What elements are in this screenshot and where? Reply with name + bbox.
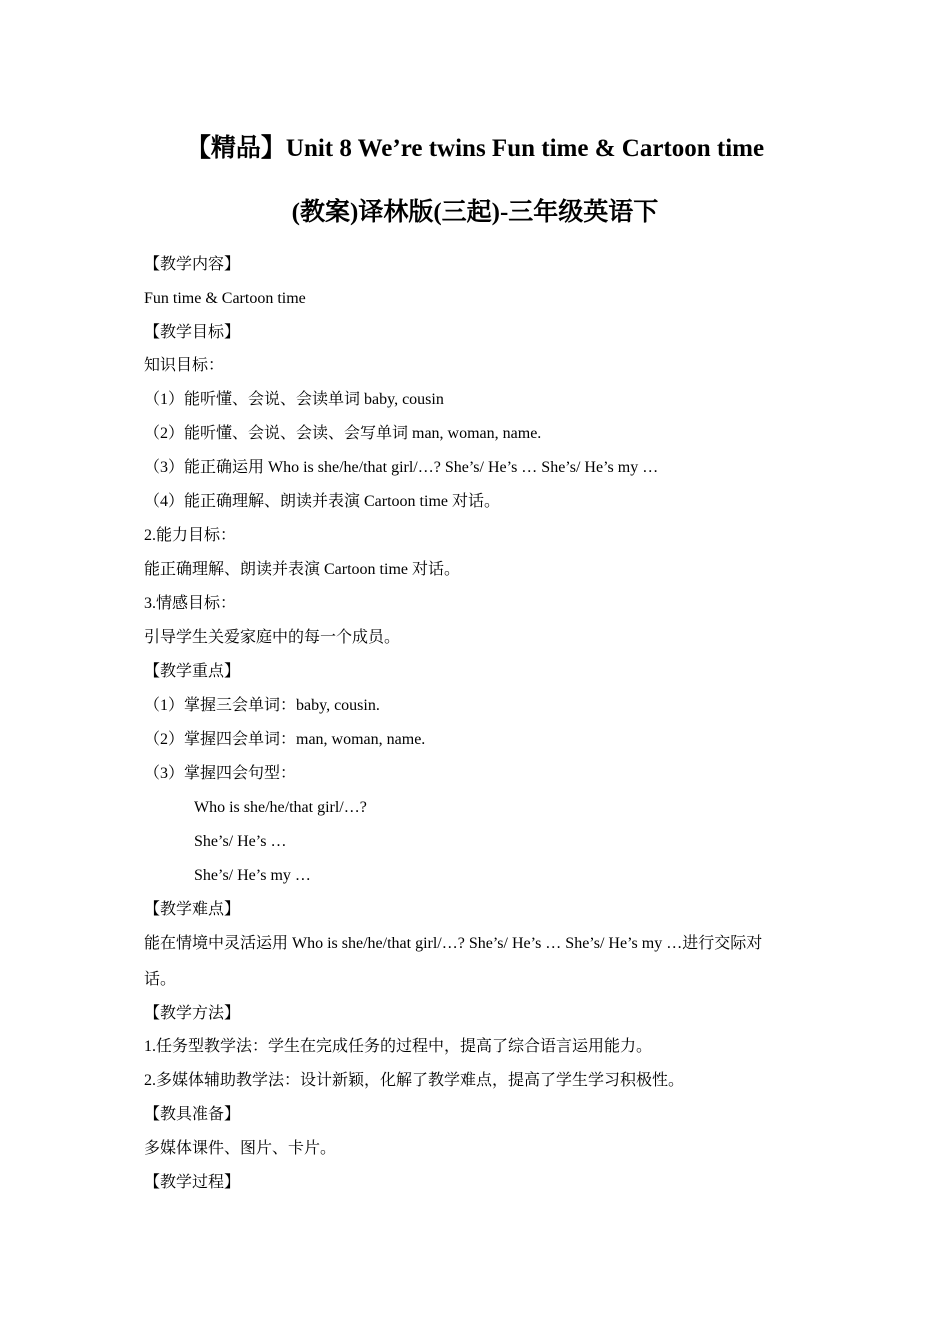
section-heading-teaching-goals: 【教学目标】 — [144, 324, 241, 341]
sentence-pattern: She’s/ He’s my … — [194, 867, 311, 884]
sentence-pattern: Who is she/he/that girl/…? — [194, 799, 367, 816]
paragraph: 2.多媒体辅助教学法：设计新颖，化解了教学难点，提高了学生学习积极性。 — [144, 1072, 685, 1089]
document-title-line-1: 【精品】Unit 8 We’re twins Fun time & Cartoon time — [185, 135, 765, 162]
document-title-line-2: (教案)译林版(三起)-三年级英语下 — [291, 199, 659, 226]
paragraph: 知识目标： — [144, 357, 225, 374]
paragraph: 1.任务型教学法：学生在完成任务的过程中，提高了综合语言运用能力。 — [144, 1038, 653, 1055]
paragraph: 多媒体课件、图片、卡片。 — [144, 1140, 337, 1157]
list-item: （2）掌握四会单词：man, woman, name. — [144, 731, 426, 748]
list-item: （1）掌握三会单词：baby, cousin. — [144, 697, 380, 714]
paragraph: 引导学生关爱家庭中的每一个成员。 — [144, 629, 401, 646]
paragraph: 话。 — [144, 971, 177, 988]
section-heading-procedure: 【教学过程】 — [144, 1174, 241, 1191]
list-item: （3）掌握四会句型： — [144, 765, 297, 782]
paragraph: 能在情境中灵活运用 Who is she/he/that girl/…? She’s/ He’s … She’s/ He’s my …进行交际对 — [144, 935, 763, 952]
list-item: （1）能听懂、会说、会读单词 baby, cousin — [144, 391, 444, 408]
section-heading-difficulties: 【教学难点】 — [144, 901, 241, 918]
section-heading-materials: 【教具准备】 — [144, 1106, 241, 1123]
section-heading-key-points: 【教学重点】 — [144, 663, 241, 680]
paragraph: Fun time & Cartoon time — [144, 290, 306, 307]
section-heading-teaching-content: 【教学内容】 — [144, 256, 241, 273]
paragraph: 能正确理解、朗读并表演 Cartoon time 对话。 — [144, 561, 460, 578]
paragraph: 3.情感目标： — [144, 595, 237, 612]
sentence-pattern: She’s/ He’s … — [194, 833, 287, 850]
list-item: （3）能正确运用 Who is she/he/that girl/…? She’s/ He’s … She’s/ He’s my … — [144, 459, 659, 476]
list-item: （4）能正确理解、朗读并表演 Cartoon time 对话。 — [144, 493, 500, 510]
paragraph: 2.能力目标： — [144, 527, 237, 544]
list-item: （2）能听懂、会说、会读、会写单词 man, woman, name. — [144, 425, 542, 442]
section-heading-methods: 【教学方法】 — [144, 1005, 241, 1022]
